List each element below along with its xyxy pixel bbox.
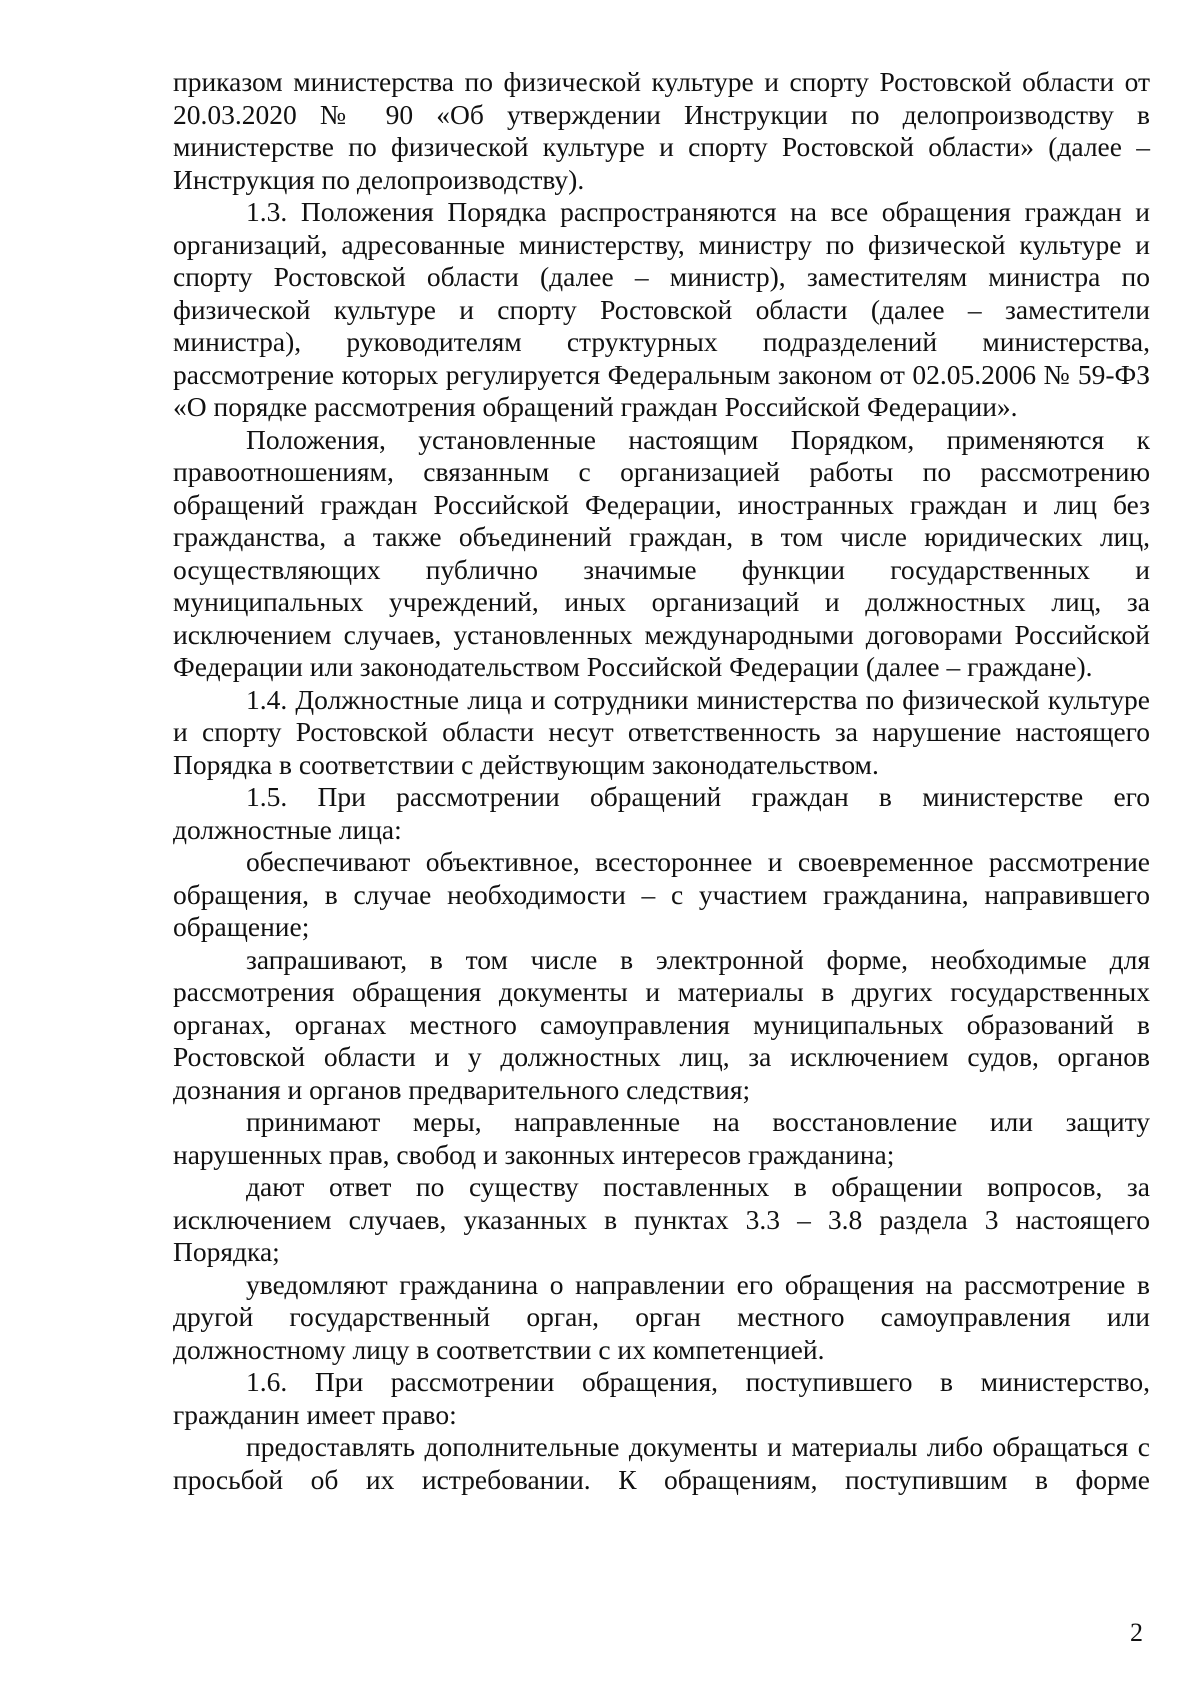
page-number: 2 bbox=[1130, 1618, 1143, 1647]
document-body bbox=[173, 66, 1150, 1496]
paragraph-1-6: 1.6. При рассмотрении обращения, поступившего в министерство, гражданин имеет право: bbox=[173, 1366, 1150, 1430]
paragraph-1-5-item-4: дают ответ по существу поставленных в обращении вопросов, за исключением случаев, указанных в пунктах 3.3 – 3.8 раздела 3 настоящего Порядка; bbox=[173, 1171, 1150, 1267]
paragraph-1-5-item-5: уведомляют гражданина о направлении его обращения на рассмотрение в другой государственный орган, орган местного самоуправления или должностному лицу в соответствии с их компетенцией. bbox=[173, 1268, 1150, 1365]
paragraph-1-2-continuation: приказом министерства по физической культуре и спорту Ростовской области от 20.03.2020 № 90 «Об утверждении Инструкции по делопроизводству в министерстве по физической культуре и спорту Ростовской области» (далее – Инструкция по делопроизводству). bbox=[173, 66, 1150, 195]
paragraph-1-5: 1.5. При рассмотрении обращений граждан в министерстве его должностные лица: bbox=[173, 781, 1150, 845]
paragraph-1-6-item-1: предоставлять дополнительные документы и материалы либо обращаться с просьбой об их истребовании. К обращениям, поступившим в форме bbox=[173, 1431, 1150, 1495]
paragraph-1-4: 1.4. Должностные лица и сотрудники министерства по физической культуре и спорту Ростовской области несут ответственность за нарушение настоящего Порядка в соответствии с действующим законодательством. bbox=[173, 683, 1150, 780]
paragraph-1-3: 1.3. Положения Порядка распространяются на все обращения граждан и организаций, адресованные министерству, министру по физической культуре и спорту Ростовской области (далее – министр), заместителям министра по физической культуре и спорту Ростовской области (далее – заместители министра), руководителям структурных подразделений министерства, рассмотрение которых регулируется Федеральным законом от 02.05.2006 № 59-ФЗ «О порядке рассмотрения обращений граждан Российской Федерации». bbox=[173, 196, 1150, 422]
paragraph-1-5-item-2: запрашивают, в том числе в электронной форме, необходимые для рассмотрения обращения документы и материалы в других государственных органах, органах местного самоуправления муниципальных образований в Ростовской области и у должностных лиц, за исключением судов, органов дознания и органов предварительного следствия; bbox=[173, 943, 1150, 1105]
paragraph-1-5-item-1: обеспечивают объективное, всестороннее и своевременное рассмотрение обращения, в случае необходимости – с участием гражданина, направившего обращение; bbox=[173, 846, 1150, 942]
paragraph-1-5-item-3: принимают меры, направленные на восстановление или защиту нарушенных прав, свобод и законных интересов гражданина; bbox=[173, 1106, 1150, 1170]
paragraph-1-3-scope: Положения, установленные настоящим Порядком, применяются к правоотношениям, связанным с организацией работы по рассмотрению обращений граждан Российской Федерации, иностранных граждан и лиц без гражданства, а также объединений граждан, в том числе юридических лиц, осуществляющих публично значимые функции государственных и муниципальных учреждений, иных организаций и должностных лиц, за исключением случаев, установленных международными договорами Российской Федерации или законодательством Российской Федерации (далее – граждане). bbox=[173, 423, 1150, 682]
